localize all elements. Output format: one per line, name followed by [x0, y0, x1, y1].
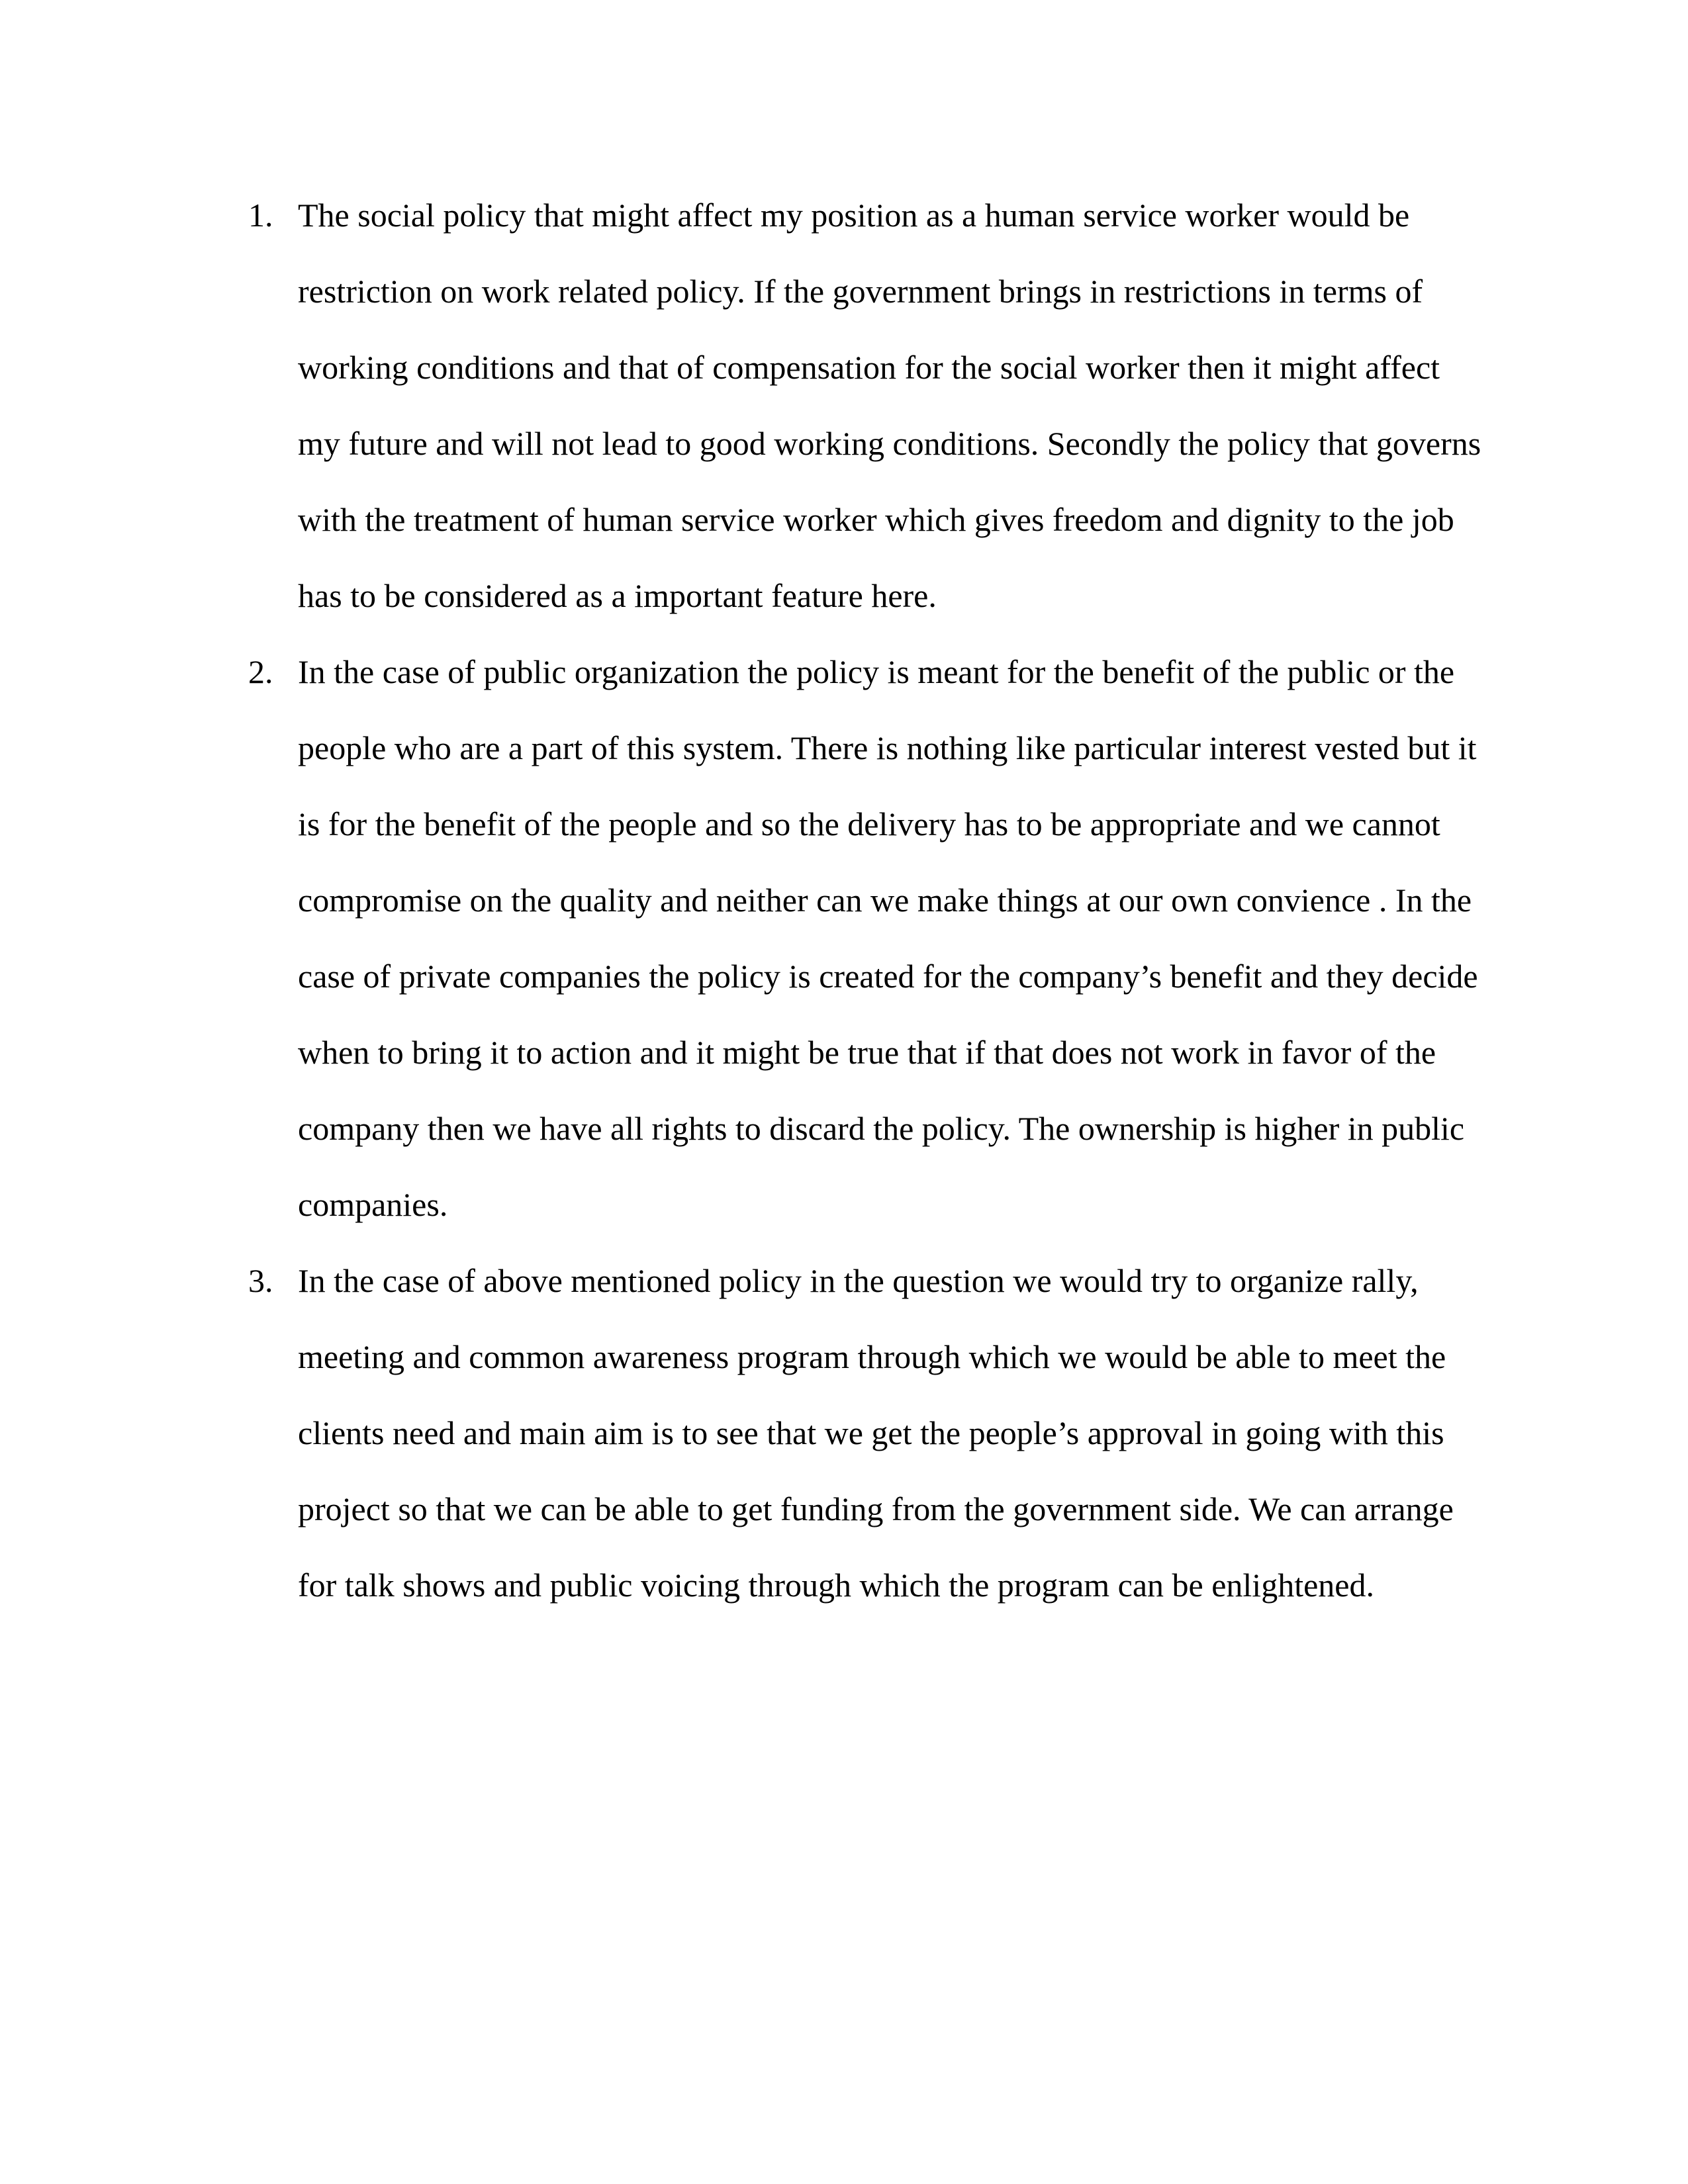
- text-line: people who are a part of this system. There is nothing like particular interest vested but it: [298, 729, 1477, 766]
- text-line: The social policy that might affect my position as a human service worker would be: [298, 197, 1410, 234]
- text-line: In the case of above mentioned policy in the question we would try to organize rally,: [298, 1262, 1419, 1299]
- text-line: my future and will not lead to good working conditions. Secondly the policy that governs: [298, 425, 1481, 462]
- text-line: working conditions and that of compensation for the social worker then it might affect: [298, 349, 1440, 386]
- list-item-3: [0, 1243, 1688, 1623]
- text-line: has to be considered as a important feature here.: [298, 577, 937, 614]
- text-line: project so that we can be able to get funding from the government side. We can arrange: [298, 1490, 1454, 1527]
- text-line: meeting and common awareness program through which we would be able to meet the: [298, 1338, 1446, 1375]
- text-line: case of private companies the policy is created for the company’s benefit and they decide: [298, 958, 1478, 995]
- text-line: compromise on the quality and neither can we make things at our own convience . In the: [298, 882, 1472, 919]
- paragraph: [298, 177, 1489, 634]
- text-line: In the case of public organization the policy is meant for the benefit of the public or the: [298, 653, 1455, 690]
- text-line: company then we have all rights to discard the policy. The ownership is higher in public: [298, 1110, 1465, 1147]
- list-number: 2.: [248, 653, 273, 690]
- text-line: restriction on work related policy. If the government brings in restrictions in terms of: [298, 273, 1423, 310]
- list-item-1: [0, 177, 1688, 634]
- list-number: 3.: [248, 1262, 273, 1299]
- text-line: with the treatment of human service worker which gives freedom and dignity to the job: [298, 501, 1454, 538]
- text-line: companies.: [298, 1186, 448, 1223]
- paragraph: [298, 1243, 1489, 1623]
- text-line: when to bring it to action and it might be true that if that does not work in favor of the: [298, 1034, 1436, 1071]
- paragraph: [298, 634, 1489, 1243]
- list-item-2: [0, 634, 1688, 1243]
- text-line: for talk shows and public voicing through which the program can be enlightened.: [298, 1567, 1374, 1604]
- text-line: is for the benefit of the people and so the delivery has to be appropriate and we cannot: [298, 805, 1440, 842]
- text-line: clients need and main aim is to see that we get the people’s approval in going with this: [298, 1414, 1444, 1451]
- numbered-list: [0, 177, 1688, 1623]
- list-number: 1.: [248, 197, 273, 234]
